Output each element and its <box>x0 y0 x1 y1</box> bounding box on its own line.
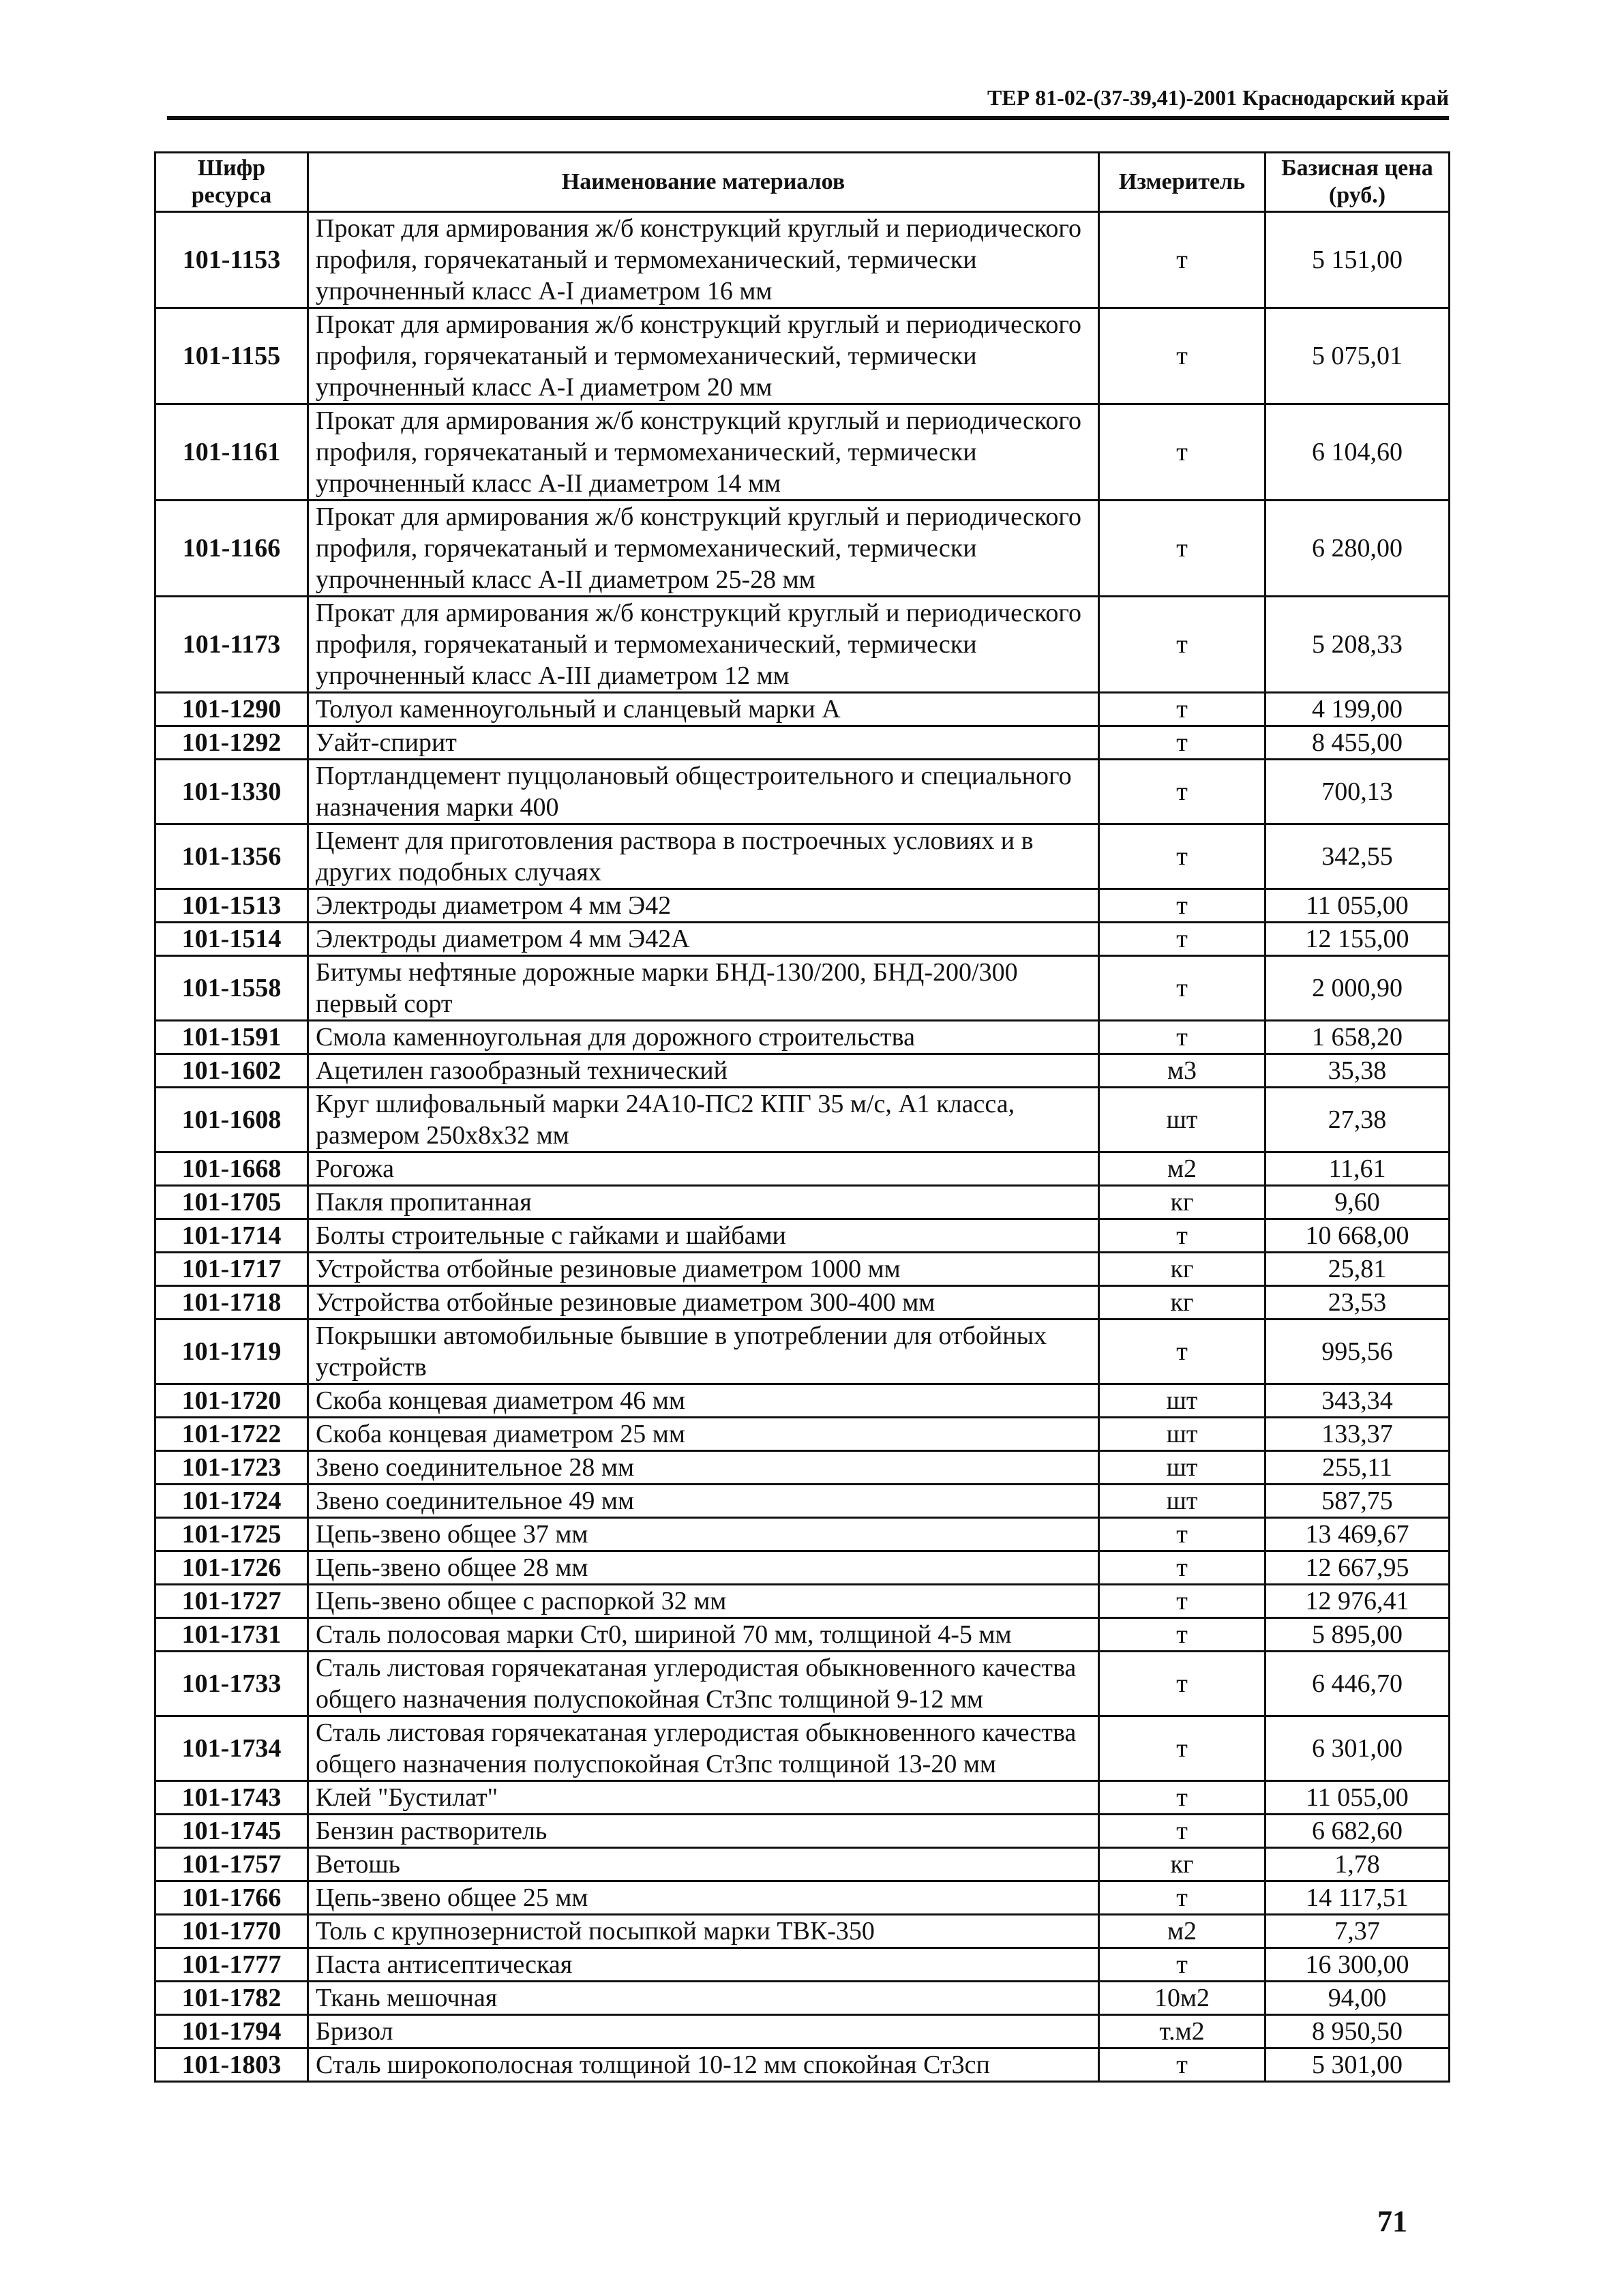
cell-unit: шт <box>1099 1088 1265 1152</box>
cell-name: Бризол <box>308 2015 1099 2048</box>
cell-price: 5 075,01 <box>1265 308 1450 404</box>
column-header-unit: Измеритель <box>1099 153 1265 212</box>
cell-unit: т <box>1099 760 1265 824</box>
cell-name: Цепь-звено общее 37 мм <box>308 1518 1099 1551</box>
table-row <box>155 1088 1450 1152</box>
table-row <box>155 1219 1450 1253</box>
cell-code: 101-1743 <box>155 1781 308 1815</box>
cell-unit: кг <box>1099 1186 1265 1219</box>
cell-name: Скоба концевая диаметром 25 мм <box>308 1418 1099 1451</box>
cell-code: 101-1720 <box>155 1384 308 1418</box>
table-row <box>155 824 1450 889</box>
cell-price: 11 055,00 <box>1265 1781 1450 1815</box>
cell-code: 101-1718 <box>155 1286 308 1320</box>
cell-name: Покрышки автомобильные бывшие в употреблении для отбойных устройств <box>308 1320 1099 1384</box>
cell-name: Ткань мешочная <box>308 1982 1099 2015</box>
cell-code: 101-1155 <box>155 308 308 404</box>
cell-price: 23,53 <box>1265 1286 1450 1320</box>
cell-unit: т <box>1099 1021 1265 1054</box>
cell-unit: т <box>1099 726 1265 760</box>
cell-unit: т <box>1099 1948 1265 1982</box>
cell-unit: 10м2 <box>1099 1982 1265 2015</box>
cell-price: 342,55 <box>1265 824 1450 889</box>
cell-code: 101-1724 <box>155 1485 308 1518</box>
cell-unit: т <box>1099 956 1265 1021</box>
table-row <box>155 1152 1450 1186</box>
cell-code: 101-1722 <box>155 1418 308 1451</box>
cell-unit: кг <box>1099 1848 1265 1881</box>
table-row <box>155 2048 1450 2082</box>
cell-price: 5 208,33 <box>1265 597 1450 693</box>
cell-code: 101-1591 <box>155 1021 308 1054</box>
cell-code: 101-1714 <box>155 1219 308 1253</box>
cell-name: Электроды диаметром 4 мм Э42А <box>308 923 1099 956</box>
table-row <box>155 1021 1450 1054</box>
table-row <box>155 1518 1450 1551</box>
cell-code: 101-1292 <box>155 726 308 760</box>
table-row <box>155 1384 1450 1418</box>
table-row <box>155 1815 1450 1848</box>
cell-unit: т <box>1099 1815 1265 1848</box>
cell-name: Электроды диаметром 4 мм Э42 <box>308 889 1099 923</box>
cell-price: 2 000,90 <box>1265 956 1450 1021</box>
cell-price: 16 300,00 <box>1265 1948 1450 1982</box>
cell-unit: т.м2 <box>1099 2015 1265 2048</box>
cell-unit: т <box>1099 212 1265 308</box>
cell-price: 12 976,41 <box>1265 1585 1450 1618</box>
column-header-code: Шифр ресурса <box>155 153 308 212</box>
cell-code: 101-1290 <box>155 693 308 726</box>
cell-code: 101-1723 <box>155 1451 308 1485</box>
table-row <box>155 1585 1450 1618</box>
cell-code: 101-1153 <box>155 212 308 308</box>
cell-unit: т <box>1099 308 1265 404</box>
cell-code: 101-1668 <box>155 1152 308 1186</box>
cell-unit: т <box>1099 1781 1265 1815</box>
cell-name: Сталь широкополосная толщиной 10-12 мм спокойная Ст3сп <box>308 2048 1099 2082</box>
table-row <box>155 1253 1450 1286</box>
cell-price: 13 469,67 <box>1265 1518 1450 1551</box>
cell-code: 101-1731 <box>155 1618 308 1652</box>
table-row <box>155 1652 1450 1716</box>
cell-price: 8 455,00 <box>1265 726 1450 760</box>
cell-name: Прокат для армирования ж/б конструкций круглый и периодического профиля, горячекатаный и термомеханический, термически упрочненный класс А-II диаметром 14 мм <box>308 404 1099 501</box>
column-header-price: Базисная цена (руб.) <box>1265 153 1450 212</box>
table-row <box>155 1186 1450 1219</box>
cell-unit: т <box>1099 2048 1265 2082</box>
cell-name: Клей "Бустилат" <box>308 1781 1099 1815</box>
cell-unit: кг <box>1099 1286 1265 1320</box>
cell-name: Рогожа <box>308 1152 1099 1186</box>
cell-code: 101-1745 <box>155 1815 308 1848</box>
cell-price: 5 301,00 <box>1265 2048 1450 2082</box>
table-row <box>155 1551 1450 1585</box>
cell-unit: м2 <box>1099 1915 1265 1948</box>
table-row <box>155 889 1450 923</box>
table-row <box>155 1948 1450 1982</box>
cell-code: 101-1782 <box>155 1982 308 2015</box>
cell-code: 101-1514 <box>155 923 308 956</box>
cell-price: 1 658,20 <box>1265 1021 1450 1054</box>
document-title: ТЕР 81-02-(37-39,41)-2001 Краснодарский край <box>987 85 1449 110</box>
cell-code: 101-1166 <box>155 501 308 597</box>
cell-code: 101-1330 <box>155 760 308 824</box>
table-row <box>155 693 1450 726</box>
cell-price: 5 151,00 <box>1265 212 1450 308</box>
cell-unit: т <box>1099 404 1265 501</box>
table-header-row <box>155 153 1450 212</box>
cell-code: 101-1757 <box>155 1848 308 1881</box>
table-row <box>155 1054 1450 1088</box>
cell-name: Звено соединительное 28 мм <box>308 1451 1099 1485</box>
cell-code: 101-1705 <box>155 1186 308 1219</box>
cell-name: Паста антисептическая <box>308 1948 1099 1982</box>
cell-name: Сталь листовая горячекатаная углеродистая обыкновенного качества общего назначения полуспокойная Ст3пс толщиной 13-20 мм <box>308 1716 1099 1781</box>
cell-name: Устройства отбойные резиновые диаметром 300-400 мм <box>308 1286 1099 1320</box>
cell-price: 14 117,51 <box>1265 1881 1450 1915</box>
cell-name: Прокат для армирования ж/б конструкций круглый и периодического профиля, горячекатаный и термомеханический, термически упрочненный класс А-II диаметром 25-28 мм <box>308 501 1099 597</box>
cell-price: 6 104,60 <box>1265 404 1450 501</box>
cell-price: 6 446,70 <box>1265 1652 1450 1716</box>
cell-name: Скоба концевая диаметром 46 мм <box>308 1384 1099 1418</box>
cell-price: 133,37 <box>1265 1418 1450 1451</box>
cell-code: 101-1717 <box>155 1253 308 1286</box>
cell-code: 101-1733 <box>155 1652 308 1716</box>
cell-unit: т <box>1099 693 1265 726</box>
cell-unit: т <box>1099 1585 1265 1618</box>
cell-unit: шт <box>1099 1451 1265 1485</box>
cell-name: Смола каменноугольная для дорожного строительства <box>308 1021 1099 1054</box>
cell-unit: т <box>1099 1652 1265 1716</box>
cell-code: 101-1803 <box>155 2048 308 2082</box>
cell-unit: шт <box>1099 1418 1265 1451</box>
cell-price: 1,78 <box>1265 1848 1450 1881</box>
cell-unit: т <box>1099 1551 1265 1585</box>
cell-price: 700,13 <box>1265 760 1450 824</box>
cell-name: Ветошь <box>308 1848 1099 1881</box>
cell-unit: т <box>1099 501 1265 597</box>
cell-name: Цемент для приготовления раствора в построечных условиях и в других подобных случаях <box>308 824 1099 889</box>
cell-unit: кг <box>1099 1253 1265 1286</box>
cell-name: Толь с крупнозернистой посыпкой марки ТВК-350 <box>308 1915 1099 1948</box>
table-row <box>155 1716 1450 1781</box>
page-number: 71 <box>1377 2205 1407 2238</box>
cell-name: Прокат для армирования ж/б конструкций круглый и периодического профиля, горячекатаный и термомеханический, термически упрочненный класс А-III диаметром 12 мм <box>308 597 1099 693</box>
cell-name: Ацетилен газообразный технический <box>308 1054 1099 1088</box>
table-row <box>155 308 1450 404</box>
cell-code: 101-1734 <box>155 1716 308 1781</box>
table-row <box>155 923 1450 956</box>
cell-unit: т <box>1099 1618 1265 1652</box>
cell-price: 12 155,00 <box>1265 923 1450 956</box>
table-row <box>155 1915 1450 1948</box>
cell-unit: шт <box>1099 1384 1265 1418</box>
cell-price: 27,38 <box>1265 1088 1450 1152</box>
table-body <box>155 212 1450 2082</box>
cell-price: 255,11 <box>1265 1451 1450 1485</box>
cell-unit: т <box>1099 1881 1265 1915</box>
cell-unit: т <box>1099 597 1265 693</box>
cell-price: 4 199,00 <box>1265 693 1450 726</box>
cell-code: 101-1770 <box>155 1915 308 1948</box>
cell-price: 587,75 <box>1265 1485 1450 1518</box>
cell-name: Цепь-звено общее с распоркой 32 мм <box>308 1585 1099 1618</box>
table-row <box>155 501 1450 597</box>
cell-price: 10 668,00 <box>1265 1219 1450 1253</box>
table-row <box>155 1848 1450 1881</box>
cell-name: Цепь-звено общее 25 мм <box>308 1881 1099 1915</box>
cell-code: 101-1173 <box>155 597 308 693</box>
cell-code: 101-1602 <box>155 1054 308 1088</box>
cell-name: Звено соединительное 49 мм <box>308 1485 1099 1518</box>
table-row <box>155 1781 1450 1815</box>
cell-code: 101-1725 <box>155 1518 308 1551</box>
cell-price: 6 280,00 <box>1265 501 1450 597</box>
cell-unit: м3 <box>1099 1054 1265 1088</box>
cell-price: 5 895,00 <box>1265 1618 1450 1652</box>
cell-unit: т <box>1099 889 1265 923</box>
cell-name: Пакля пропитанная <box>308 1186 1099 1219</box>
cell-price: 6 301,00 <box>1265 1716 1450 1781</box>
materials-price-table <box>154 151 1450 2083</box>
table-row <box>155 1982 1450 2015</box>
cell-price: 11 055,00 <box>1265 889 1450 923</box>
cell-name: Круг шлифовальный марки 24А10-ПС2 КПГ 35 м/с, А1 класса, размером 250х8х32 мм <box>308 1088 1099 1152</box>
table-row <box>155 404 1450 501</box>
cell-name: Прокат для армирования ж/б конструкций круглый и периодического профиля, горячекатаный и термомеханический, термически упрочненный класс А-I диаметром 20 мм <box>308 308 1099 404</box>
cell-price: 343,34 <box>1265 1384 1450 1418</box>
cell-name: Устройства отбойные резиновые диаметром 1000 мм <box>308 1253 1099 1286</box>
cell-unit: т <box>1099 923 1265 956</box>
table-row <box>155 1320 1450 1384</box>
cell-price: 9,60 <box>1265 1186 1450 1219</box>
table-row <box>155 1418 1450 1451</box>
cell-code: 101-1766 <box>155 1881 308 1915</box>
cell-name: Толуол каменноугольный и сланцевый марки А <box>308 693 1099 726</box>
cell-price: 35,38 <box>1265 1054 1450 1088</box>
cell-code: 101-1161 <box>155 404 308 501</box>
table-row <box>155 2015 1450 2048</box>
cell-code: 101-1794 <box>155 2015 308 2048</box>
cell-price: 8 950,50 <box>1265 2015 1450 2048</box>
cell-name: Прокат для армирования ж/б конструкций круглый и периодического профиля, горячекатаный и термомеханический, термически упрочненный класс А-I диаметром 16 мм <box>308 212 1099 308</box>
cell-code: 101-1558 <box>155 956 308 1021</box>
cell-name: Сталь полосовая марки Ст0, шириной 70 мм, толщиной 4-5 мм <box>308 1618 1099 1652</box>
table-row <box>155 1286 1450 1320</box>
page-header <box>167 82 1449 120</box>
cell-code: 101-1777 <box>155 1948 308 1982</box>
cell-name: Болты строительные с гайками и шайбами <box>308 1219 1099 1253</box>
table-row <box>155 726 1450 760</box>
cell-unit: т <box>1099 1716 1265 1781</box>
table-row <box>155 956 1450 1021</box>
cell-code: 101-1726 <box>155 1551 308 1585</box>
cell-price: 6 682,60 <box>1265 1815 1450 1848</box>
cell-unit: т <box>1099 1518 1265 1551</box>
cell-name: Уайт-спирит <box>308 726 1099 760</box>
table-row <box>155 1485 1450 1518</box>
cell-code: 101-1356 <box>155 824 308 889</box>
cell-price: 94,00 <box>1265 1982 1450 2015</box>
table-row <box>155 1451 1450 1485</box>
table-row <box>155 212 1450 308</box>
cell-code: 101-1608 <box>155 1088 308 1152</box>
table-row <box>155 760 1450 824</box>
cell-name: Портландцемент пуццолановый общестроительного и специального назначения марки 400 <box>308 760 1099 824</box>
column-header-name: Наименование материалов <box>308 153 1099 212</box>
cell-name: Сталь листовая горячекатаная углеродистая обыкновенного качества общего назначения полуспокойная Ст3пс толщиной 9-12 мм <box>308 1652 1099 1716</box>
cell-unit: т <box>1099 824 1265 889</box>
cell-name: Бензин растворитель <box>308 1815 1099 1848</box>
cell-code: 101-1727 <box>155 1585 308 1618</box>
cell-unit: шт <box>1099 1485 1265 1518</box>
cell-code: 101-1719 <box>155 1320 308 1384</box>
cell-price: 995,56 <box>1265 1320 1450 1384</box>
cell-name: Цепь-звено общее 28 мм <box>308 1551 1099 1585</box>
cell-name: Битумы нефтяные дорожные марки БНД-130/200, БНД-200/300 первый сорт <box>308 956 1099 1021</box>
cell-unit: т <box>1099 1320 1265 1384</box>
table-row <box>155 1618 1450 1652</box>
cell-code: 101-1513 <box>155 889 308 923</box>
cell-price: 12 667,95 <box>1265 1551 1450 1585</box>
cell-unit: м2 <box>1099 1152 1265 1186</box>
table-row <box>155 597 1450 693</box>
cell-unit: т <box>1099 1219 1265 1253</box>
cell-price: 7,37 <box>1265 1915 1450 1948</box>
cell-price: 25,81 <box>1265 1253 1450 1286</box>
table-row <box>155 1881 1450 1915</box>
cell-price: 11,61 <box>1265 1152 1450 1186</box>
